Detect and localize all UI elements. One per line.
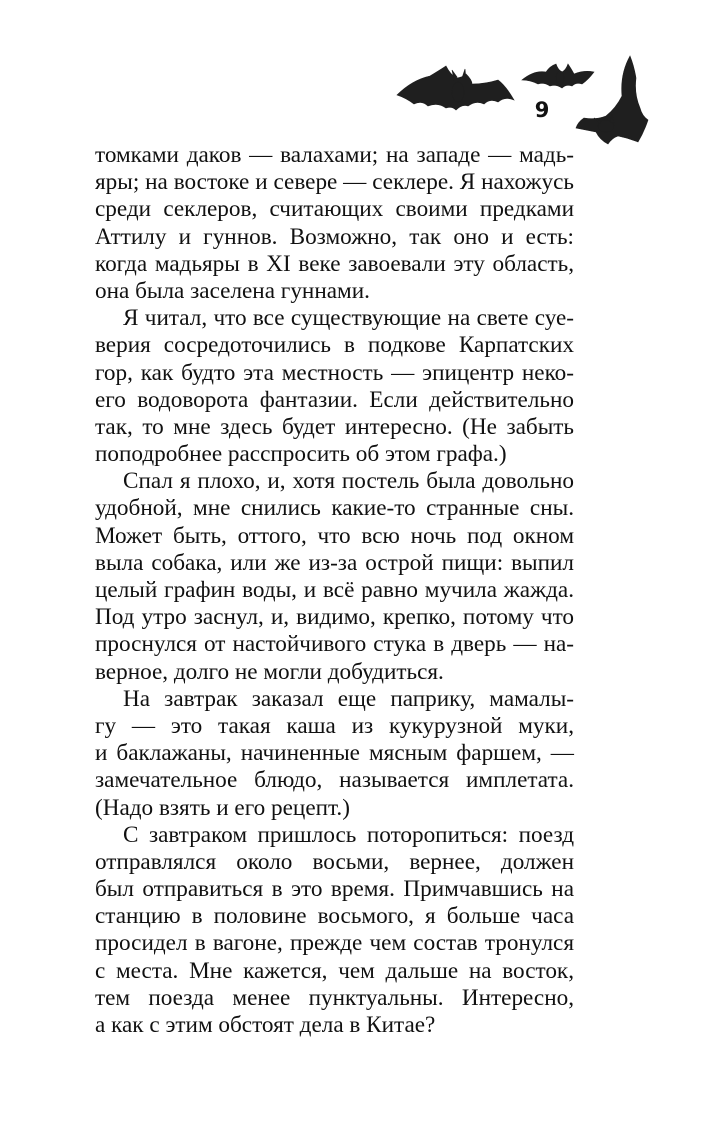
text-line: был отправиться в это время. Примчавшись на [95, 876, 574, 903]
text-line: поподробнее расспросить об этом графа.) [95, 441, 507, 468]
text-line: верия сосредоточились в подкове Карпатских [95, 332, 574, 359]
text-line: Под утро заснул, и, видимо, крепко, потому что [95, 604, 574, 631]
text-line: Спал я плохо, и, хотя постель была довольно [123, 468, 574, 495]
text-line: томками даков — валахами; на западе — мадь- [95, 142, 574, 168]
body-text [95, 142, 574, 1039]
text-line: (Надо взять и его рецепт.) [95, 794, 350, 821]
page-number: 9 [534, 98, 550, 122]
text-line: гор, как будто эта местность — эпицентр неко- [95, 359, 574, 386]
text-line: отправлялся около восьми, вернее, должен [95, 848, 574, 875]
bat-top-icon [522, 64, 594, 88]
text-line: верное, долго не могли добудиться. [95, 658, 444, 685]
bat-right-icon [576, 56, 648, 144]
text-line: она была заселена гуннами. [95, 277, 370, 304]
text-line: просидел в вагоне, прежде чем состав тронулся [95, 930, 574, 957]
paragraph-2 [95, 305, 574, 468]
text-line: среди секлеров, считающих своими предками [95, 196, 574, 223]
text-line: а как с этим обстоят дела в Китае? [95, 1012, 436, 1038]
text-line: Я читал, что все существующие на свете суе- [123, 305, 574, 332]
text-line: гу — это такая каша из кукурузной муки, [95, 712, 574, 739]
text-line: тем поезда менее пунктуальны. Интересно, [95, 984, 574, 1011]
paragraph-3 [95, 468, 574, 686]
text-line: станцию в половине восьмого, я больше часа [95, 903, 574, 930]
text-line: целый графин воды, и всё равно мучила жажда. [95, 577, 574, 603]
text-line: его водоворота фантазии. Если действительно [95, 386, 574, 413]
paragraph-5 [95, 822, 574, 1040]
text-line: яры; на востоке и севере — секлере. Я нахожусь [95, 169, 574, 196]
text-line: и баклажаны, начиненные мясным фаршем, — [95, 740, 574, 767]
text-line: так, то мне здесь будет интересно. (Не забыть [95, 413, 574, 440]
text-line: Аттилу и гуннов. Возможно, так оно и есть: [95, 223, 574, 250]
text-line: С завтраком пришлось поторопиться: поезд [123, 821, 574, 848]
text-line: с места. Мне кажется, чем дальше на восток, [95, 957, 574, 984]
text-line: выла собака, или же из-за острой пищи: выпил [95, 549, 574, 576]
text-line: замечательное блюдо, называется имплетата. [95, 767, 574, 794]
bat-left-icon [397, 66, 514, 110]
text-line: На завтрак заказал еще паприку, мамалы- [123, 685, 574, 712]
text-line: Может быть, оттого, что всю ночь под окном [95, 522, 574, 549]
text-line: удобной, мне снились какие-то странные сны. [95, 495, 574, 522]
text-line: проснулся от настойчивого стука в дверь — на- [95, 631, 574, 658]
paragraph-1 [95, 142, 574, 305]
text-line: когда мадьяры в XI веке завоевали эту область, [95, 250, 574, 277]
paragraph-4 [95, 686, 574, 822]
